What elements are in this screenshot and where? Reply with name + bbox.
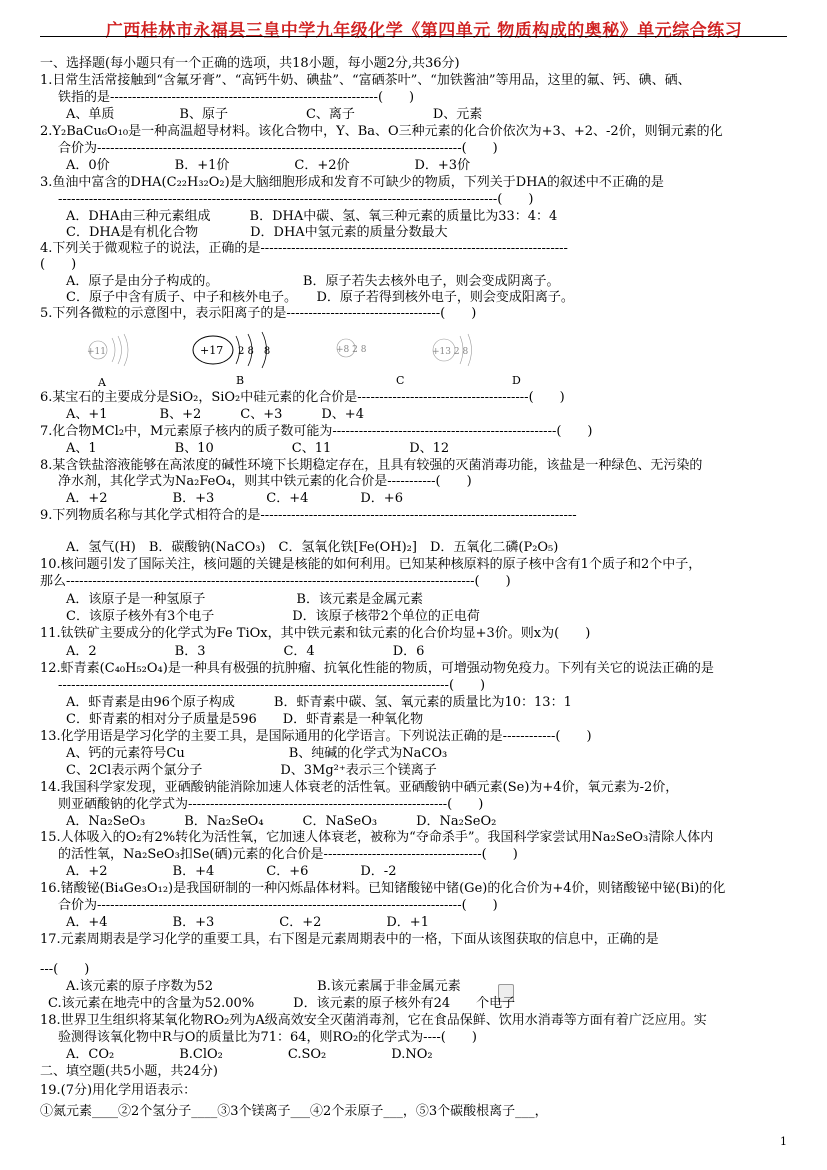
question-17-options-1: A.该元素的原子序数为52 B.该元素属于非金属元素 [66, 979, 461, 994]
atom-d [432, 334, 472, 366]
question-15-options: A．+2 B．+4 C．+6 D．-2 [66, 864, 397, 879]
atom-b-shells: 2 8 8 [238, 346, 271, 357]
question-6-options: A、+1 B、+2 C、+3 D、+4 [66, 407, 364, 422]
question-10-cont: 那么---------------------------------------------------------------------------------------------( ) [40, 574, 511, 589]
question-10-options-2: C．该原子核外有3个电子 D．该原子核带2个单位的正电荷 [66, 609, 480, 624]
question-13: 13.化学用语是学习化学的主要工具，是国际通用的化学语言。下列说法正确的是------------( ) [40, 729, 592, 744]
question-2-options: A．0价 B．+1价 C．+2价 D．+3价 [66, 158, 471, 173]
atom-label-c: C [396, 374, 405, 387]
atom-b [193, 332, 270, 368]
question-1-options: A、单质 B、原子 C、离子 D、元素 [66, 107, 483, 122]
question-17-options-2: C.该元素在地壳中的含量为52.00% D．该元素的原子核外有24 个电子 [48, 996, 516, 1011]
question-2: 2.Y₂BaCu₆O₁₀是一种高温超导材料。该化合物中，Y、Ba、O三种元素的化合价依次为+3、+2、-2价，则铜元素的化 [40, 124, 723, 139]
question-8-cont: 净水剂，其化学式为Na₂FeO₄，则其中铁元素的化合价是-----------( ) [58, 474, 472, 489]
question-8: 8.某含铁盐溶液能够在高浓度的碱性环境下长期稳定存在，且具有较强的灭菌消毒功能，该盐是一种绿色、无污染的 [40, 458, 703, 473]
atom-a [87, 334, 128, 366]
atom-d-label: +13 2 8 [432, 347, 469, 357]
question-7-options: A、1 B、10 C、11 D、12 [66, 441, 450, 456]
question-11-options: A．2 B．3 C．4 D．6 [66, 644, 425, 659]
question-10: 10.核问题引发了国际关注，核问题的关键是核能的如何利用。已知某种核原料的原子核中含有1个质子和2个中子， [40, 557, 702, 572]
question-12-options-1: A．虾青素是由96个原子构成 B．虾青素中碳、氢、氧元素的质量比为10：13：1 [66, 695, 572, 710]
question-17-cont: ---( ) [40, 962, 90, 977]
atom-a-nucleus: +11 [87, 347, 106, 357]
question-16: 16.锗酸铋(Bi₄Ge₃O₁₂)是我国研制的一种闪烁晶体材料。已知锗酸铋中锗(Ge)的化合价为+4价，则锗酸铋中铋(Bi)的化 [40, 881, 726, 896]
question-18-options: A．CO₂ B.ClO₂ C.SO₂ D.NO₂ [66, 1047, 433, 1062]
section-1-heading: 一、选择题(每小题只有一个正确的选项，共18小题，每小题2分,共36分) [40, 56, 460, 71]
page-number: 1 [780, 1135, 787, 1148]
atom-label-d: D [512, 374, 521, 387]
question-12-cont: -----------------------------------------------------------------------------------------( ) [58, 678, 486, 693]
page-title: 广西桂林市永福县三皇中学九年级化学《第四单元 物质构成的奥秘》单元综合练习 [105, 21, 743, 41]
question-10-options-1: A．该原子是一种氢原子 B．该元素是金属元素 [66, 592, 423, 607]
question-4: 4.下列关于微观粒子的说法，正确的是---------------------------------------------------------------------- [40, 241, 568, 256]
question-12-options-2: C．虾青素的相对分子质量是596 D．虾青素是一种氧化物 [66, 712, 424, 727]
atom-label-a: A [98, 376, 106, 389]
question-1: 1.日常生活常接触到“含氟牙膏”、“高钙牛奶、碘盐”、“富硒茶叶”、“加铁酱油”等用品，这里的氟、钙、碘、硒、 [40, 73, 691, 88]
question-6: 6.某宝石的主要成分是SiO₂，SiO₂中硅元素的化合价是---------------------------------------( ) [40, 390, 565, 405]
question-17: 17.元素周期表是学习化学的重要工具，右下图是元素周期表中的一格，下面从该图获取的信息中，正确的是 [40, 932, 659, 947]
question-7: 7.化合物MCl₂中，M元素原子核内的质子数可能为---------------------------------------------------( ) [40, 424, 593, 439]
question-16-options: A．+4 B．+3 C．+2 D．+1 [66, 915, 429, 930]
question-15: 15.人体吸入的O₂有2%转化为活性氧，它加速人体衰老，被称为“夺命杀手”。我国科学家尝试用Na₂SeO₃清除人体内 [40, 830, 714, 845]
question-2-cont: 合价为-----------------------------------------------------------------------------------( ) [58, 141, 498, 156]
question-5: 5.下列各微粒的示意图中，表示阳离子的是-----------------------------------( ) [40, 306, 477, 321]
question-12: 12.虾青素(C₄₀H₅₂O₄)是一种具有极强的抗肿瘤、抗氧化性能的物质，可增强动物免疫力。下列有关它的说法正确的是 [40, 661, 714, 676]
question-3-cont: ----------------------------------------------------------------------------------------------------( ) [58, 192, 534, 207]
question-8-options: A．+2 B．+3 C．+4 D．+6 [66, 491, 403, 506]
question-3-options-1: A．DHA由三种元素组成 B．DHA中碳、氢、氧三种元素的质量比为33：4：4 [66, 209, 558, 224]
question-13-options-1: A、钙的元素符号Cu B、纯碱的化学式为NaCO₃ [66, 746, 448, 761]
question-9-options: A．氢气(H) B．碳酸钠(NaCO₃) C．氢氧化铁[Fe(OH)₂] D．五氧化二磷(P₂O₅) [66, 540, 559, 555]
question-18: 18.世界卫生组织将某氧化物RO₂列为A级高效安全灭菌消毒剂，它在食品保鲜、饮用水消毒等方面有着广泛应用。实 [40, 1013, 707, 1028]
atom-c-label: +8 2 8 [336, 345, 367, 355]
question-19-items: ①氮元素____②2个氢分子____③3个镁离子___④2个汞原子___，⑤3个碳酸根离子___， [40, 1104, 548, 1119]
question-14-options: A．Na₂SeO₃ B．Na₂SeO₄ C．NaSeO₃ D．Na₂SeO₂ [66, 814, 497, 829]
question-14-cont: 则亚硒酸钠的化学式为-----------------------------------------------------------( ) [58, 797, 484, 812]
question-3-options-2: C．DHA是有机化合物 D．DHA中氢元素的质量分数最大 [66, 225, 448, 240]
question-19: 19.(7分)用化学用语表示： [40, 1083, 197, 1098]
atom-c [336, 339, 367, 357]
question-15-cont: 的活性氧，Na₂SeO₃扣Se(硒)元素的化合价是------------------------------------( ) [58, 847, 518, 862]
question-18-cont: 验测得该氧化物中R与O的质量比为71：64，则RO₂的化学式为----( ) [58, 1030, 477, 1045]
atom-diagrams [78, 328, 558, 384]
question-9: 9.下列物质名称与其化学式相符合的是------------------------------------------------------------------------ [40, 508, 577, 523]
question-14: 14.我国科学家发现，亚硒酸钠能消除加速人体衰老的活性氧。亚硒酸钠中硒元素(Se)为+4价，氧元素为-2价， [40, 780, 679, 795]
atom-label-b: B [236, 374, 245, 387]
section-2-heading: 二、填空题(共5小题，共24分) [40, 1064, 218, 1079]
question-4-options-2: C．原子中含有质子、中子和核外电子。 D．原子若得到核外电子，则会变成阳离子。 [66, 290, 574, 305]
question-4-options-1: A．原子是由分子构成的。 B．原子若失去核外电子，则会变成阴离子。 [66, 274, 560, 289]
question-16-cont: 合价为-----------------------------------------------------------------------------------( ) [58, 898, 498, 913]
question-4-cont: ( ) [40, 257, 77, 272]
question-13-options-2: C、2Cl表示两个氯分子 D、3Mg²⁺表示三个镁离子 [66, 763, 437, 778]
question-11: 11.钛铁矿主要成分的化学式为Fe TiOx，其中铁元素和钛元素的化合价均显+3价。则x为( ) [40, 626, 591, 641]
question-3: 3.鱼油中富含的DHA(C₂₂H₃₂O₂)是大脑细胞形成和发育不可缺少的物质，下列关于DHA的叙述中不正确的是 [40, 175, 664, 190]
header-rule [40, 36, 787, 37]
question-1-cont: 铁指的是-------------------------------------------------------------( ) [58, 90, 415, 105]
atom-b-nucleus: +17 [200, 344, 224, 357]
